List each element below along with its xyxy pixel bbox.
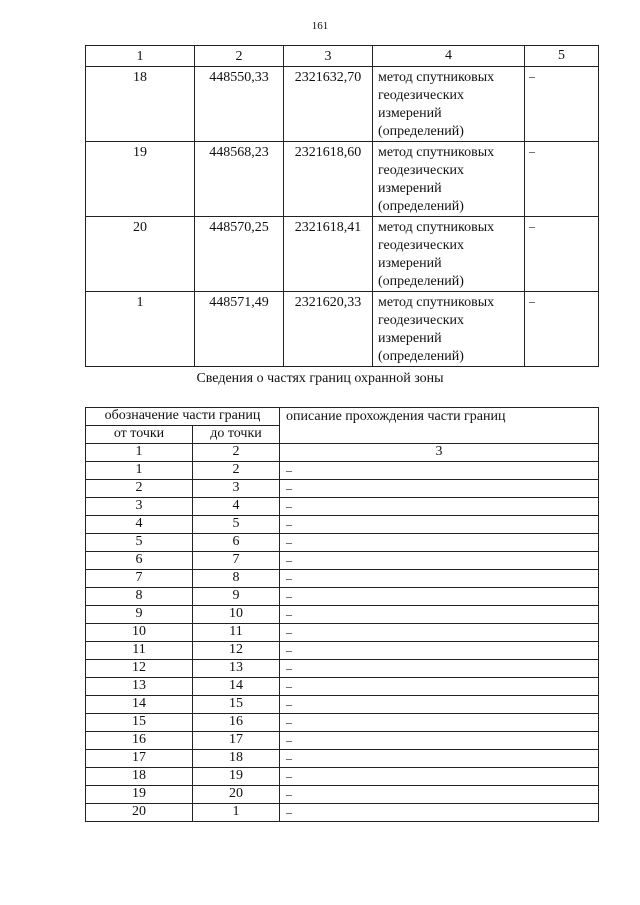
coordinates-table xyxy=(85,45,599,367)
description-value: – xyxy=(286,607,292,621)
description-cell xyxy=(525,292,599,367)
description-value: – xyxy=(529,69,535,83)
to-point-cell: 11 xyxy=(193,624,280,642)
from-point-cell: 4 xyxy=(86,516,193,534)
description-value: – xyxy=(286,553,292,567)
description-cell xyxy=(280,768,599,786)
from-point-cell: 10 xyxy=(86,624,193,642)
description-value: – xyxy=(529,294,535,308)
from-point-cell: 1 xyxy=(86,462,193,480)
header-cell: 5 xyxy=(525,46,599,67)
section-title: Сведения о частях границ охранной зоны xyxy=(196,371,444,386)
header-cell: 1 xyxy=(86,46,195,67)
table-header-row xyxy=(86,408,599,426)
description-value: – xyxy=(286,769,292,783)
description-cell xyxy=(280,642,599,660)
description-value: – xyxy=(286,733,292,747)
method-line: измерений xyxy=(378,331,442,346)
description-cell xyxy=(280,480,599,498)
description-cell xyxy=(525,217,599,292)
x-coordinate-cell: 448570,25 xyxy=(195,217,284,292)
description-cell xyxy=(280,786,599,804)
table-row xyxy=(86,660,599,678)
description-cell xyxy=(525,67,599,142)
table-row xyxy=(86,67,599,142)
table-row xyxy=(86,534,599,552)
table-header-row xyxy=(86,46,599,67)
table-row xyxy=(86,292,599,367)
description-value: – xyxy=(286,679,292,693)
from-point-cell: 15 xyxy=(86,714,193,732)
description-value: – xyxy=(286,589,292,603)
from-point-cell: 8 xyxy=(86,588,193,606)
description-value: – xyxy=(529,144,535,158)
table-row xyxy=(86,588,599,606)
from-point-cell: 19 xyxy=(86,786,193,804)
description-value: – xyxy=(286,661,292,675)
to-point-cell: 4 xyxy=(193,498,280,516)
page-number: 161 xyxy=(311,20,329,32)
description-value: – xyxy=(286,697,292,711)
to-point-cell: 2 xyxy=(193,462,280,480)
table-row xyxy=(86,480,599,498)
from-point-cell: 18 xyxy=(86,768,193,786)
from-point-cell: 6 xyxy=(86,552,193,570)
description-cell xyxy=(280,750,599,768)
from-point-cell: 9 xyxy=(86,606,193,624)
from-point-cell: 3 xyxy=(86,498,193,516)
method-cell xyxy=(373,67,525,142)
from-point-cell: 2 xyxy=(86,480,193,498)
description-cell xyxy=(280,606,599,624)
y-coordinate-cell: 2321620,33 xyxy=(284,292,373,367)
table-row xyxy=(86,750,599,768)
to-point-cell: 13 xyxy=(193,660,280,678)
to-point-cell: 10 xyxy=(193,606,280,624)
from-point-cell: 12 xyxy=(86,660,193,678)
table-row xyxy=(86,217,599,292)
description-cell xyxy=(280,462,599,480)
description-cell xyxy=(280,660,599,678)
description-value: – xyxy=(286,517,292,531)
method-line: (определений) xyxy=(378,349,464,364)
to-point-cell: 17 xyxy=(193,732,280,750)
description-cell xyxy=(280,570,599,588)
to-point-cell: 6 xyxy=(193,534,280,552)
description-cell xyxy=(280,696,599,714)
boundary-parts-table xyxy=(85,407,599,822)
description-cell xyxy=(525,142,599,217)
description-cell xyxy=(280,588,599,606)
method-line: измерений xyxy=(378,106,442,121)
description-cell xyxy=(280,678,599,696)
desc-header: описание прохождения части границ xyxy=(280,408,599,444)
y-coordinate-cell: 2321618,60 xyxy=(284,142,373,217)
to-point-cell: 3 xyxy=(193,480,280,498)
description-value: – xyxy=(286,625,292,639)
header-cell: 4 xyxy=(373,46,525,67)
from-point-header: от точки xyxy=(86,426,193,444)
to-point-cell: 15 xyxy=(193,696,280,714)
column-number: 3 xyxy=(280,444,599,462)
description-value: – xyxy=(286,535,292,549)
method-line: (определений) xyxy=(378,274,464,289)
description-cell xyxy=(280,534,599,552)
description-value: – xyxy=(286,805,292,819)
point-number-cell: 18 xyxy=(86,67,195,142)
method-line: метод спутниковых xyxy=(378,295,495,310)
table-row xyxy=(86,786,599,804)
from-point-cell: 7 xyxy=(86,570,193,588)
point-number-cell: 19 xyxy=(86,142,195,217)
description-value: – xyxy=(286,499,292,513)
method-line: геодезических xyxy=(378,88,465,103)
description-cell xyxy=(280,498,599,516)
table-row xyxy=(86,624,599,642)
method-line: геодезических xyxy=(378,163,465,178)
table-row xyxy=(86,498,599,516)
from-point-cell: 16 xyxy=(86,732,193,750)
column-number: 1 xyxy=(86,444,193,462)
table-row xyxy=(86,642,599,660)
method-line: измерений xyxy=(378,256,442,271)
method-line: геодезических xyxy=(378,238,465,253)
group-header: обозначение части границ xyxy=(86,408,280,426)
description-cell xyxy=(280,714,599,732)
point-number-cell: 1 xyxy=(86,292,195,367)
to-point-cell: 12 xyxy=(193,642,280,660)
to-point-cell: 7 xyxy=(193,552,280,570)
x-coordinate-cell: 448571,49 xyxy=(195,292,284,367)
method-line: метод спутниковых xyxy=(378,70,495,85)
from-point-cell: 11 xyxy=(86,642,193,660)
column-number-row xyxy=(86,444,599,462)
method-line: метод спутниковых xyxy=(378,220,495,235)
description-value: – xyxy=(286,571,292,585)
table-row xyxy=(86,678,599,696)
method-line: (определений) xyxy=(378,124,464,139)
to-point-cell: 8 xyxy=(193,570,280,588)
table-row xyxy=(86,516,599,534)
to-point-cell: 20 xyxy=(193,786,280,804)
method-cell xyxy=(373,142,525,217)
description-value: – xyxy=(286,463,292,477)
table-row xyxy=(86,142,599,217)
to-point-header: до точки xyxy=(193,426,280,444)
from-point-cell: 14 xyxy=(86,696,193,714)
method-line: (определений) xyxy=(378,199,464,214)
to-point-cell: 14 xyxy=(193,678,280,696)
method-cell xyxy=(373,292,525,367)
from-point-cell: 20 xyxy=(86,804,193,822)
x-coordinate-cell: 448568,23 xyxy=(195,142,284,217)
to-point-cell: 9 xyxy=(193,588,280,606)
description-value: – xyxy=(286,787,292,801)
y-coordinate-cell: 2321632,70 xyxy=(284,67,373,142)
description-cell xyxy=(280,516,599,534)
method-cell xyxy=(373,217,525,292)
table-row xyxy=(86,768,599,786)
to-point-cell: 1 xyxy=(193,804,280,822)
header-cell: 3 xyxy=(284,46,373,67)
header-cell: 2 xyxy=(195,46,284,67)
table-row xyxy=(86,606,599,624)
column-number: 2 xyxy=(193,444,280,462)
from-point-cell: 5 xyxy=(86,534,193,552)
from-point-cell: 17 xyxy=(86,750,193,768)
description-value: – xyxy=(529,219,535,233)
to-point-cell: 16 xyxy=(193,714,280,732)
description-value: – xyxy=(286,751,292,765)
table-row xyxy=(86,462,599,480)
to-point-cell: 5 xyxy=(193,516,280,534)
y-coordinate-cell: 2321618,41 xyxy=(284,217,373,292)
description-value: – xyxy=(286,715,292,729)
method-line: геодезических xyxy=(378,313,465,328)
point-number-cell: 20 xyxy=(86,217,195,292)
table-row xyxy=(86,714,599,732)
description-value: – xyxy=(286,481,292,495)
to-point-cell: 18 xyxy=(193,750,280,768)
description-cell xyxy=(280,732,599,750)
description-cell xyxy=(280,552,599,570)
description-cell xyxy=(280,804,599,822)
description-cell xyxy=(280,624,599,642)
from-point-cell: 13 xyxy=(86,678,193,696)
table-row xyxy=(86,804,599,822)
table-row xyxy=(86,570,599,588)
x-coordinate-cell: 448550,33 xyxy=(195,67,284,142)
table-row xyxy=(86,732,599,750)
method-line: метод спутниковых xyxy=(378,145,495,160)
table-row xyxy=(86,696,599,714)
method-line: измерений xyxy=(378,181,442,196)
to-point-cell: 19 xyxy=(193,768,280,786)
table-row xyxy=(86,552,599,570)
description-value: – xyxy=(286,643,292,657)
